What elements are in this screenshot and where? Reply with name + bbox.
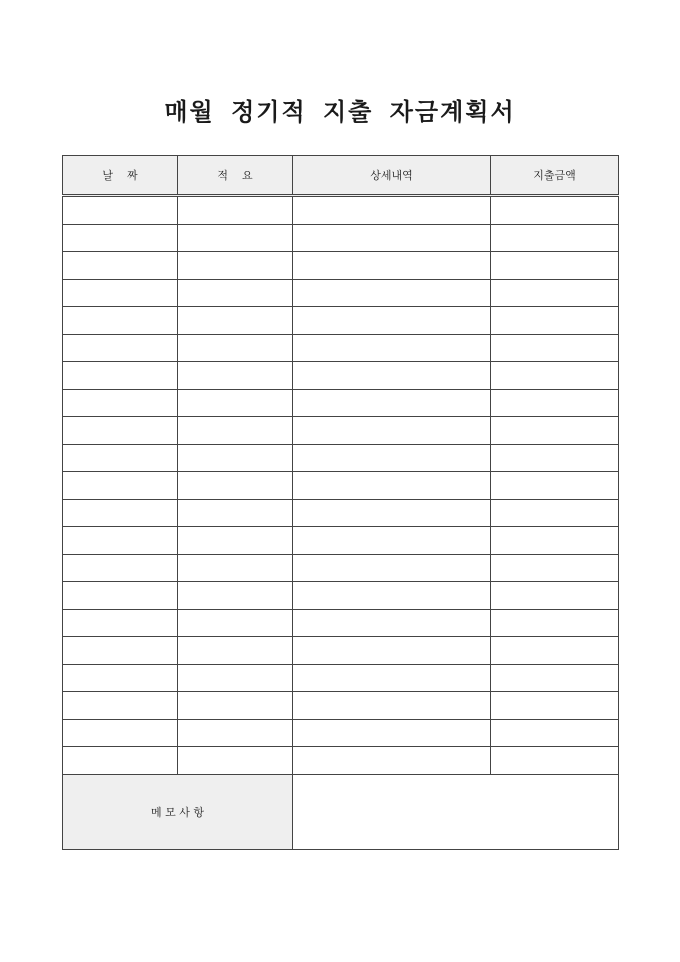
summary-cell[interactable] — [178, 664, 293, 692]
summary-cell[interactable] — [178, 279, 293, 307]
amount-cell[interactable] — [491, 307, 619, 335]
details-cell[interactable] — [293, 637, 491, 665]
details-cell[interactable] — [293, 499, 491, 527]
details-cell[interactable] — [293, 664, 491, 692]
summary-cell[interactable] — [178, 527, 293, 555]
memo-field[interactable] — [293, 774, 619, 849]
amount-cell[interactable] — [491, 252, 619, 280]
table-row — [63, 472, 619, 500]
table-row — [63, 417, 619, 445]
table-row — [63, 334, 619, 362]
amount-cell[interactable] — [491, 362, 619, 390]
details-cell[interactable] — [293, 362, 491, 390]
details-cell[interactable] — [293, 444, 491, 472]
summary-cell[interactable] — [178, 692, 293, 720]
table-row — [63, 554, 619, 582]
date-cell[interactable] — [63, 196, 178, 225]
amount-cell[interactable] — [491, 747, 619, 775]
details-cell[interactable] — [293, 279, 491, 307]
summary-cell[interactable] — [178, 472, 293, 500]
details-cell[interactable] — [293, 252, 491, 280]
summary-cell[interactable] — [178, 554, 293, 582]
date-cell[interactable] — [63, 252, 178, 280]
summary-cell[interactable] — [178, 307, 293, 335]
details-cell[interactable] — [293, 554, 491, 582]
table-row — [63, 224, 619, 252]
expense-plan-table — [62, 155, 619, 850]
amount-cell[interactable] — [491, 582, 619, 610]
date-cell[interactable] — [63, 692, 178, 720]
date-cell[interactable] — [63, 719, 178, 747]
date-cell[interactable] — [63, 747, 178, 775]
summary-cell[interactable] — [178, 609, 293, 637]
table-row — [63, 527, 619, 555]
details-cell[interactable] — [293, 417, 491, 445]
amount-cell[interactable] — [491, 719, 619, 747]
details-cell[interactable] — [293, 692, 491, 720]
details-cell[interactable] — [293, 389, 491, 417]
table-row — [63, 747, 619, 775]
summary-cell[interactable] — [178, 196, 293, 225]
date-cell[interactable] — [63, 664, 178, 692]
details-cell[interactable] — [293, 527, 491, 555]
date-cell[interactable] — [63, 527, 178, 555]
table-row — [63, 692, 619, 720]
date-cell[interactable] — [63, 609, 178, 637]
amount-cell[interactable] — [491, 527, 619, 555]
amount-cell[interactable] — [491, 389, 619, 417]
amount-cell[interactable] — [491, 609, 619, 637]
summary-cell[interactable] — [178, 362, 293, 390]
date-cell[interactable] — [63, 334, 178, 362]
table-row — [63, 389, 619, 417]
summary-cell[interactable] — [178, 637, 293, 665]
date-cell[interactable] — [63, 444, 178, 472]
details-cell[interactable] — [293, 334, 491, 362]
table-row — [63, 307, 619, 335]
table-row — [63, 719, 619, 747]
date-cell[interactable] — [63, 554, 178, 582]
summary-cell[interactable] — [178, 582, 293, 610]
table-header-row — [63, 156, 619, 196]
amount-cell[interactable] — [491, 417, 619, 445]
amount-cell[interactable] — [491, 196, 619, 225]
table-row — [63, 664, 619, 692]
amount-cell[interactable] — [491, 664, 619, 692]
date-cell[interactable] — [63, 307, 178, 335]
amount-cell[interactable] — [491, 334, 619, 362]
date-cell[interactable] — [63, 417, 178, 445]
date-cell[interactable] — [63, 224, 178, 252]
memo-row — [63, 774, 619, 849]
date-cell[interactable] — [63, 362, 178, 390]
summary-cell[interactable] — [178, 499, 293, 527]
table-row — [63, 362, 619, 390]
details-cell[interactable] — [293, 719, 491, 747]
date-cell[interactable] — [63, 472, 178, 500]
amount-cell[interactable] — [491, 692, 619, 720]
summary-cell[interactable] — [178, 444, 293, 472]
date-cell[interactable] — [63, 637, 178, 665]
table-row — [63, 582, 619, 610]
table-row — [63, 499, 619, 527]
amount-cell[interactable] — [491, 472, 619, 500]
details-cell[interactable] — [293, 747, 491, 775]
details-cell[interactable] — [293, 472, 491, 500]
summary-cell[interactable] — [178, 252, 293, 280]
summary-cell[interactable] — [178, 719, 293, 747]
amount-cell[interactable] — [491, 499, 619, 527]
table-row — [63, 444, 619, 472]
details-cell[interactable] — [293, 582, 491, 610]
amount-cell[interactable] — [491, 554, 619, 582]
details-cell[interactable] — [293, 609, 491, 637]
document-title: 매월 정기적 지출 자금계획서 — [164, 98, 516, 126]
table-row — [63, 252, 619, 280]
date-cell[interactable] — [63, 389, 178, 417]
column-header-amount: 지출금액 — [491, 156, 619, 196]
date-cell[interactable] — [63, 582, 178, 610]
column-header-details: 상세내역 — [293, 156, 491, 196]
amount-cell[interactable] — [491, 279, 619, 307]
table-body — [63, 196, 619, 775]
amount-cell[interactable] — [491, 444, 619, 472]
summary-cell[interactable] — [178, 417, 293, 445]
details-cell[interactable] — [293, 196, 491, 225]
memo-label: 메 모 사 항 — [63, 774, 293, 849]
summary-cell[interactable] — [178, 334, 293, 362]
date-cell[interactable] — [63, 499, 178, 527]
details-cell[interactable] — [293, 307, 491, 335]
column-header-summary: 적 요 — [178, 156, 293, 196]
summary-cell[interactable] — [178, 224, 293, 252]
amount-cell[interactable] — [491, 224, 619, 252]
summary-cell[interactable] — [178, 389, 293, 417]
amount-cell[interactable] — [491, 637, 619, 665]
date-cell[interactable] — [63, 279, 178, 307]
table-row — [63, 279, 619, 307]
table-row — [63, 637, 619, 665]
summary-cell[interactable] — [178, 747, 293, 775]
details-cell[interactable] — [293, 224, 491, 252]
column-header-date: 날 짜 — [63, 156, 178, 196]
table-row — [63, 196, 619, 225]
table-row — [63, 609, 619, 637]
